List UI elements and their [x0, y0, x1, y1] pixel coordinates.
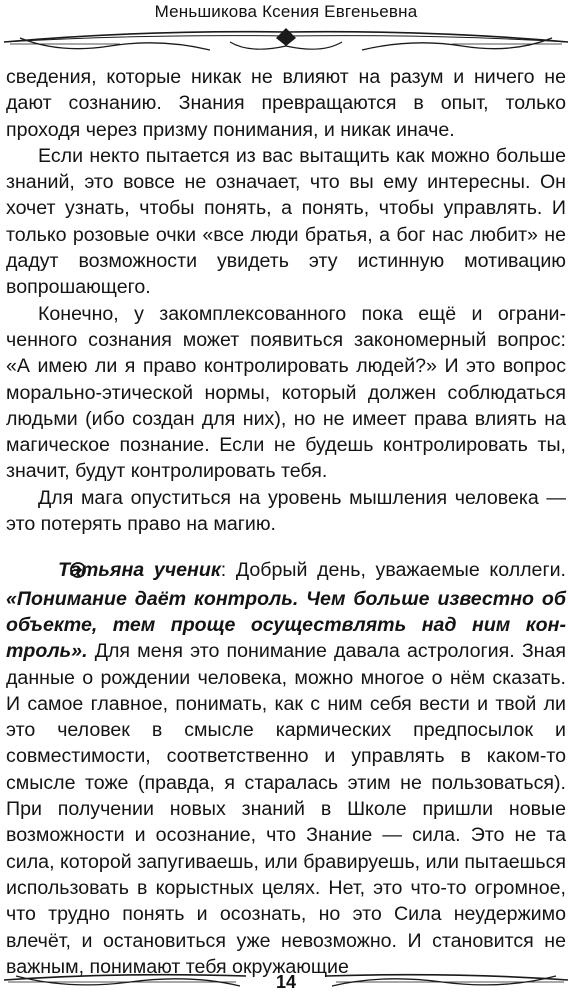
page-body [6, 64, 566, 980]
page-header [0, 0, 572, 58]
dialogue-paragraph [6, 557, 566, 980]
dialogue-text: Для меня это понимание давала астрология. Зная данные о рождении человека, можно многое о нём сказать. И самое главное, понимать, как с ним себя вести и твой ли это человек в смысле кармических предпосылок и совместимости, соответственно и управлять в каком-то смысле тоже (правда, я старалась этим не пользоваться). При получении новых знаний в Школе пришли новые возможности и осознание, что Знание — сила. Это не та сила, которой запугиваешь, или бравируешь, или пытаешься использовать в корыстных целях. Нет, это что-то огромное, что трудно понять и осознать, но это Сила неудержимо влечёт, и остановиться уже невозможно. И становится не важным, понимают тебя окружающие [6, 640, 566, 978]
arrow-circle-icon [38, 559, 58, 585]
paragraph: Если некто пытается из вас вытащить как можно больше знаний, это вовсе не означает, что вы ему интересны. Он хочет узнать, чтобы понять, а понять, чтобы управлять. И только розовые очки «все люди братья, а бог нас любит» не дадут возможности увидеть эту истинную мотивацию вопрошающего. [6, 144, 566, 299]
greeting-text: Добрый день, уважаемые коллеги. [226, 559, 566, 582]
paragraph: сведения, которые никак не влияют на разум и ничего не дают сознанию. Знания превращаются в опыт, только проходя через призму понимания, и никак иначе. [6, 66, 566, 141]
speaker-name: Татьяна ученик [58, 559, 221, 582]
speaker-colon: : [220, 559, 227, 582]
paragraph: Для мага опуститься на уровень мышления человека — это потерять право на магию. [6, 486, 566, 536]
page-number: 14 [275, 972, 297, 992]
paragraph: Конечно, у закомплексованного пока ещё и ограниченного сознания может появиться закономерный вопрос: «А имею ли я право контролировать людей?» И это вопрос морально-этической нормы, который должен соблюдаться людьми (ибо создан для них), но не имеет права влиять на магическое познание. Если не будешь контролировать ты, значит, будут контролировать тебя. [6, 302, 566, 483]
running-title: Меньшикова Ксения Евгеньевна [154, 2, 418, 21]
bold-quote: «Понимание даёт контроль. Чем больше известно об объекте, тем проще осуществлять над ним контроль». [6, 587, 566, 663]
header-ornament [0, 24, 572, 56]
page-footer [0, 956, 572, 1000]
